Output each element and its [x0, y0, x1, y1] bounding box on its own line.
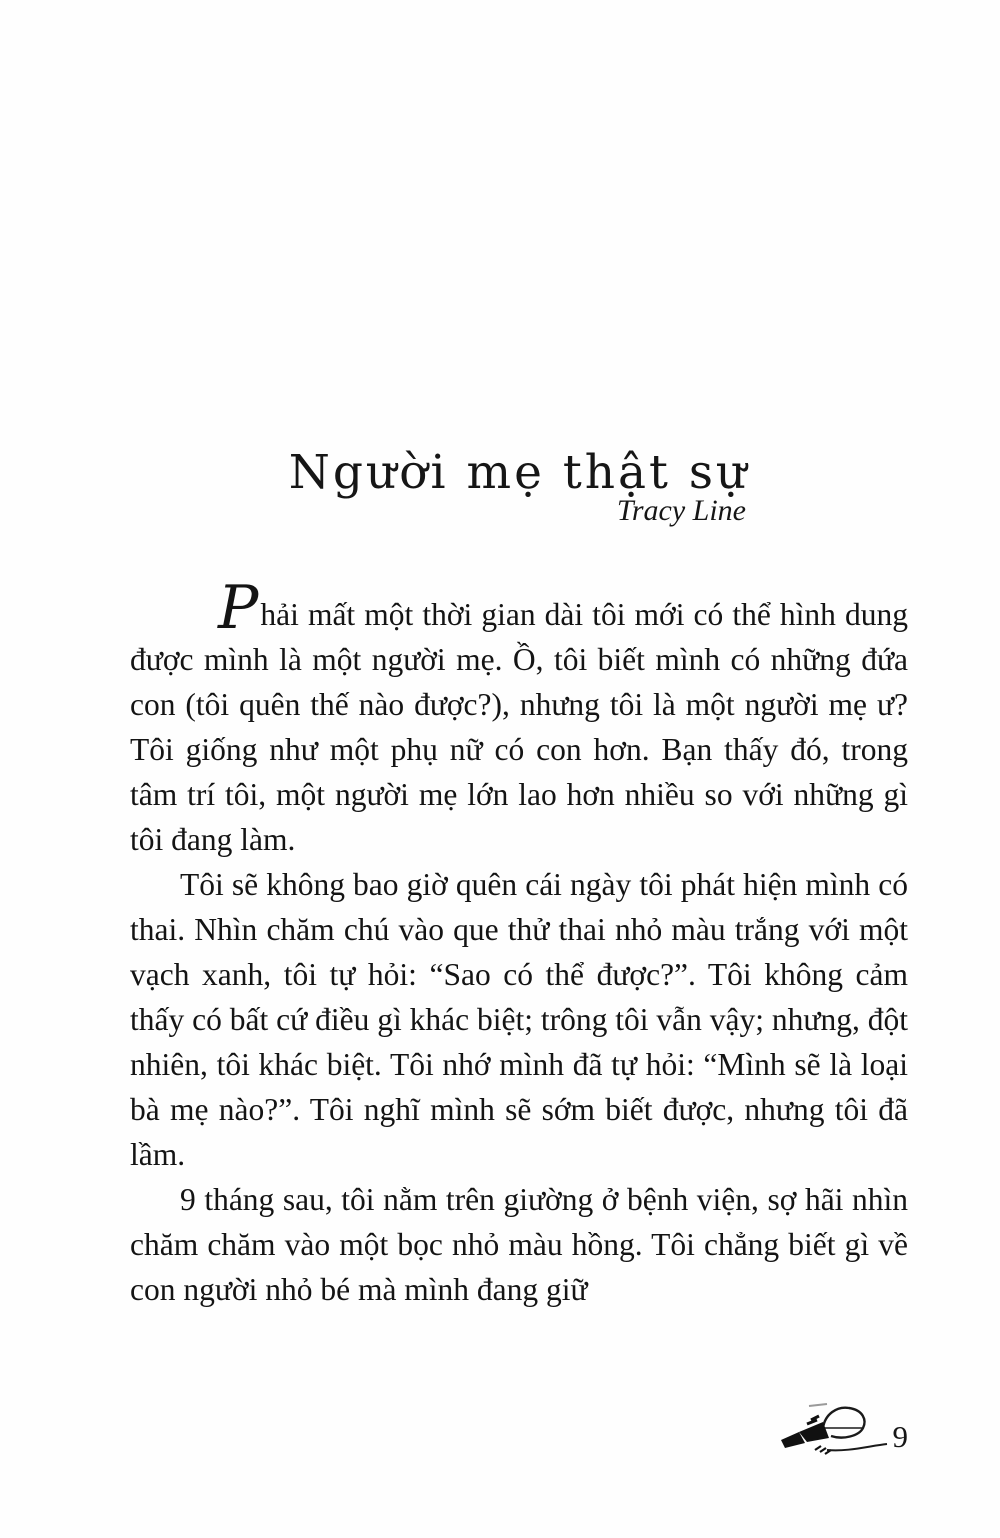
page-number: 9	[892, 1419, 908, 1454]
paragraph-1-text: hải mất một thời gian dài tôi mới có thể hình dung được mình là một người mẹ. Ồ, tôi biết mình có những đứa con (tôi quên thế nào được?), nhưng tôi là một người mẹ ư? Tôi giống như một phụ nữ có con hơn. Bạn thấy đó, trong tâm trí tôi, một người mẹ lớn lao hơn nhiều so với những gì tôi đang làm.	[130, 597, 908, 857]
quill-ink-doodle-icon	[771, 1398, 889, 1460]
page-footer	[130, 1398, 908, 1468]
story-body	[130, 573, 908, 1312]
paragraph-3: 9 tháng sau, tôi nằm trên giường ở bệnh viện, sợ hãi nhìn chăm chăm vào một bọc nhỏ màu hồng. Tôi chẳng biết gì về con người nhỏ bé mà mình đang giữ	[130, 1182, 908, 1307]
story-title: Người mẹ thật sự	[288, 445, 750, 501]
story-author: Tracy Line	[616, 494, 746, 527]
paragraph-2: Tôi sẽ không bao giờ quên cái ngày tôi phát hiện mình có thai. Nhìn chăm chú vào que thử thai nhỏ màu trắng với một vạch xanh, tôi tự hỏi: “Sao có thể được?”. Tôi không cảm thấy có bất cứ điều gì khác biệt; trông tôi vẫn vậy; nhưng, đột nhiên, tôi khác biệt. Tôi nhớ mình đã tự hỏi: “Mình sẽ là loại bà mẹ nào?”. Tôi nghĩ mình sẽ sớm biết được, nhưng tôi đã lầm.	[130, 867, 908, 1172]
paragraph-1: Phải mất một thời gian dài tôi mới có thể hình dung được mình là một người mẹ. Ồ, tôi biết mình có những đứa con (tôi quên thế nào được?), nhưng tôi là một người mẹ ư? Tôi giống như một phụ nữ có con hơn. Bạn thấy đó, trong tâm trí tôi, một người mẹ lớn lao hơn nhiều so với những gì tôi đang làm.	[130, 573, 908, 857]
